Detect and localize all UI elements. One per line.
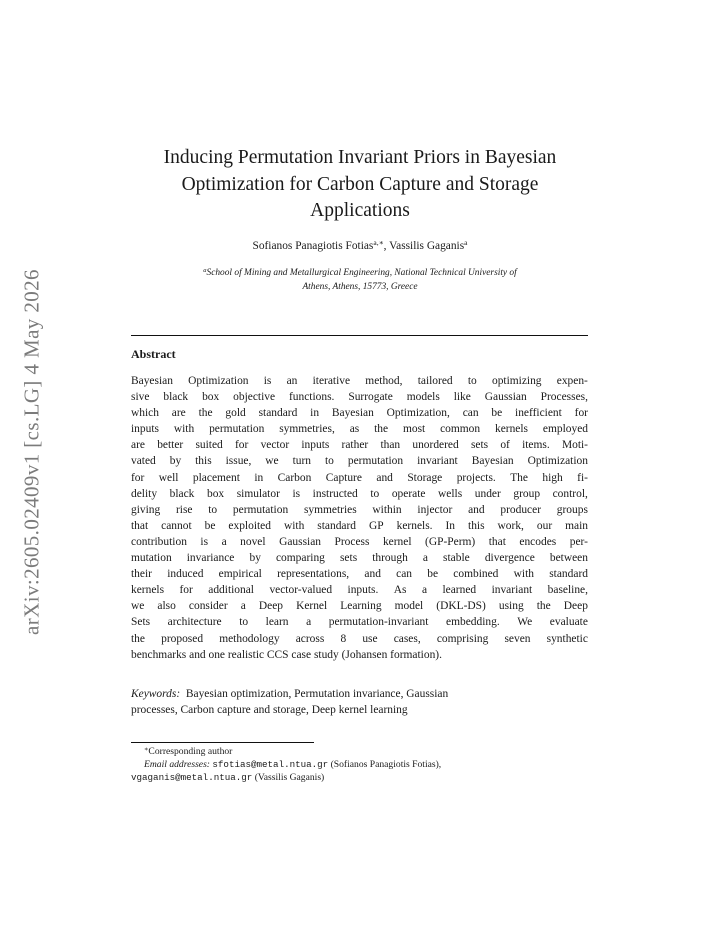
abstract-line: Bayesian Optimization is an iterative method, tailored to optimizing expen- bbox=[131, 375, 588, 387]
title-line: Inducing Permutation Invariant Priors in Bayesian bbox=[163, 147, 557, 168]
keywords-text: processes, Carbon capture and storage, Deep kernel learning bbox=[131, 704, 408, 717]
footnote-mark: ∗ bbox=[144, 746, 149, 753]
author-separator: , bbox=[383, 240, 390, 252]
abstract-line: mutation invariance by comparing sets through a stable divergence between bbox=[131, 552, 588, 565]
author-affiliation-mark: a bbox=[464, 238, 468, 247]
title-divider bbox=[131, 335, 588, 336]
footnote-divider bbox=[131, 742, 314, 743]
keywords-text: Bayesian optimization, Permutation invariance, Gaussian bbox=[185, 688, 449, 700]
keywords bbox=[131, 686, 588, 718]
abstract-line: that cannot be exploited with standard GP kernels. In this work, our main bbox=[131, 519, 588, 532]
author-name: Vassilis Gaganis bbox=[389, 240, 465, 252]
footnotes bbox=[131, 745, 588, 784]
email-address[interactable]: sfotias@metal.ntua.gr bbox=[212, 759, 329, 770]
abstract-line: giving rise to permutation symmetries within injector and producer groups bbox=[131, 503, 588, 516]
abstract-line: their induced empirical representations, and can be combined with standard bbox=[131, 568, 588, 581]
author-affiliation-mark: a,∗ bbox=[373, 238, 384, 247]
abstract-line: are better suited for vector inputs rather than unordered sets of items. Moti- bbox=[131, 439, 588, 452]
corresponding-author-note: Corresponding author bbox=[148, 746, 233, 757]
abstract-line: we also consider a Deep Kernel Learning model (DKL-DS) using the Deep bbox=[131, 600, 588, 613]
abstract-heading: Abstract bbox=[131, 347, 176, 361]
email-address[interactable]: vgaganis@metal.ntua.gr bbox=[131, 772, 253, 783]
author-name: Sofianos Panagiotis Fotias bbox=[252, 240, 374, 252]
abstract-line: the proposed methodology across 8 use cases, comprising seven synthetic bbox=[131, 632, 588, 645]
abstract-body bbox=[131, 373, 588, 663]
affiliation-mark: a bbox=[203, 267, 207, 274]
abstract-line: sive black box objective functions. Surrogate models like Gaussian Processes, bbox=[131, 391, 588, 404]
abstract-line: for well placement in Carbon Capture and Storage projects. The high fi- bbox=[131, 471, 588, 484]
abstract-line: inputs with permutation symmetries, as the most common kernels employed bbox=[131, 423, 588, 436]
title-line: Applications bbox=[310, 200, 410, 221]
email-label: Email addresses: bbox=[144, 759, 210, 770]
arxiv-identifier: arXiv:2605.02409v1 [cs.LG] 4 May 2026 bbox=[19, 269, 44, 635]
email-owner: (Vassilis Gaganis) bbox=[254, 772, 325, 783]
author-list bbox=[132, 240, 588, 252]
abstract-line: kernels for additional vector-valued inputs. As a learned invariant baseline, bbox=[131, 584, 588, 597]
arxiv-watermark bbox=[12, 262, 52, 642]
affiliation-line: Athens, Athens, 15773, Greece bbox=[302, 282, 418, 292]
abstract-line: delity black box simulator is instructed to operate wells under group control, bbox=[131, 487, 588, 500]
keywords-label: Keywords: bbox=[131, 688, 181, 700]
abstract-line: vated by this issue, we turn to permutation invariant Bayesian Optimization bbox=[131, 455, 588, 468]
abstract-line: which are the gold standard in Bayesian Optimization, can be inefficient for bbox=[131, 407, 588, 420]
abstract-line: Sets architecture to learn a permutation-invariant embedding. We evaluate bbox=[131, 616, 588, 629]
email-owner: (Sofianos Panagiotis Fotias), bbox=[330, 759, 442, 770]
affiliation bbox=[140, 266, 580, 294]
paper-title bbox=[132, 145, 588, 225]
affiliation-line: School of Mining and Metallurgical Engineering, National Technical University of bbox=[206, 268, 517, 278]
abstract-line: contribution is a novel Gaussian Process kernel (GP-Perm) that encodes per- bbox=[131, 535, 588, 548]
abstract-line: benchmarks and one realistic CCS case study (Johansen formation). bbox=[131, 648, 442, 661]
title-line: Optimization for Carbon Capture and Storage bbox=[181, 173, 539, 195]
